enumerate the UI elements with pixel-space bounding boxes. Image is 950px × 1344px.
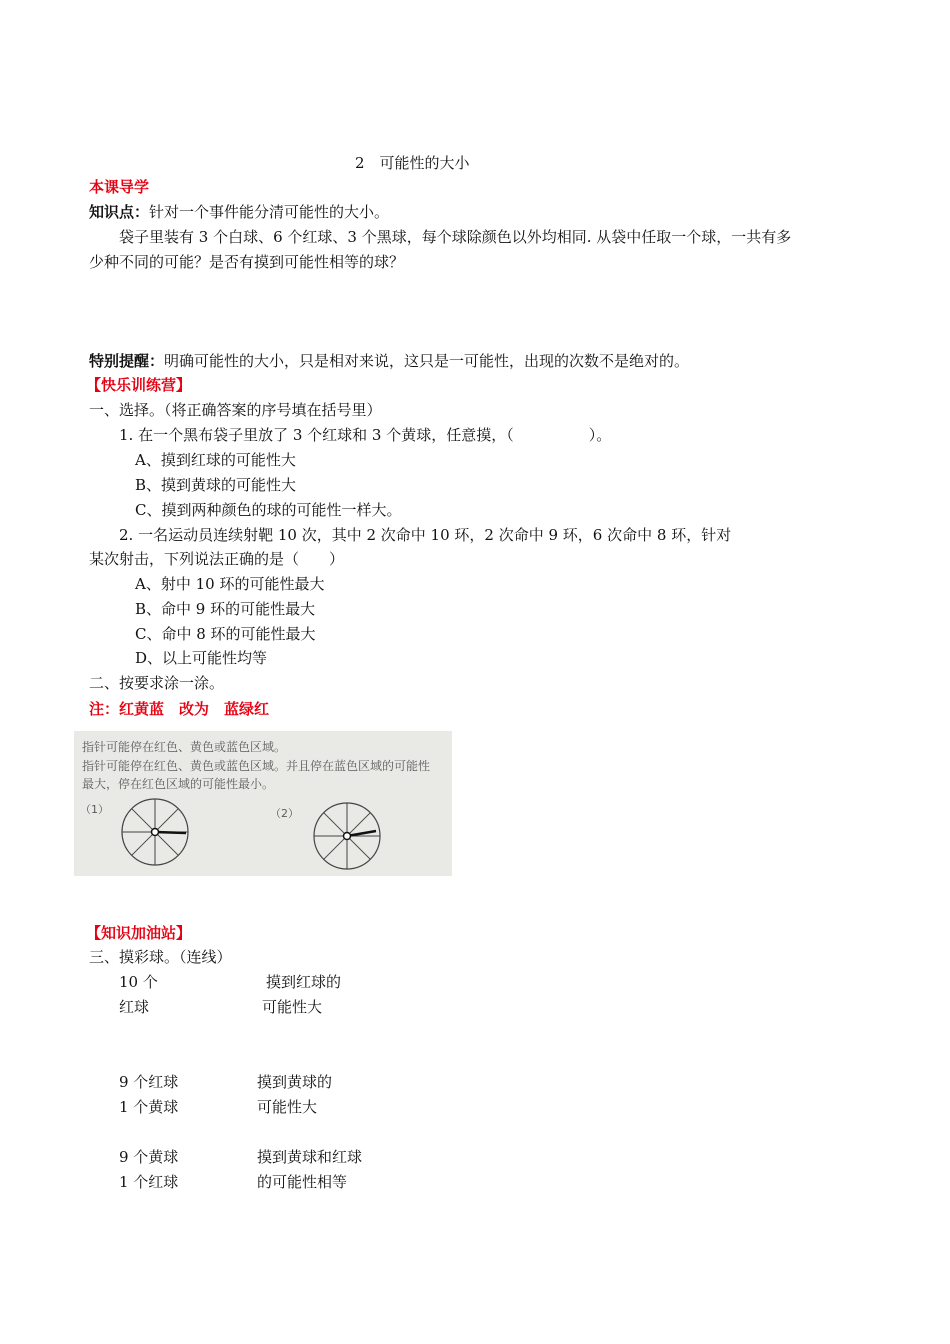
special-reminder [89,350,689,372]
spinner-1-pointer [155,832,186,833]
right-item-2-line-1[interactable]: 摸到黄球的 [257,1073,333,1091]
figure-line-2: 指针可能停在红色、黄色或蓝色区域。并且停在蓝色区域的可能性 [82,759,431,773]
section-lesson-guide: 本课导学 [89,178,150,196]
knowledge-label: 知识点： [89,203,150,221]
section-training-camp: 【快乐训练营】 [86,376,192,394]
reminder-label: 特别提醒： [89,352,165,370]
intro-line-1: 袋子里装有 3 个白球、6 个红球、3 个黑球，每个球除颜色以外均相同. 从袋中任取一个球，一共有多 [119,228,792,246]
part1-title: 一、选择。（将正确答案的序号填在括号里） [89,401,382,419]
part3-title: 三、摸彩球。（连线） [89,948,232,966]
q1-option-a: A、摸到红球的可能性大 [135,451,296,469]
spinner-1[interactable] [120,797,190,867]
figure-label-1: （1） [80,803,109,816]
right-item-3-line-1[interactable]: 摸到黄球和红球 [257,1148,363,1166]
figure-label-2: （2） [270,807,299,820]
q1-option-c: C、摸到两种颜色的球的可能性一样大。 [135,501,402,519]
knowledge-text: 针对一个事件能分清可能性的大小。 [149,203,390,221]
right-item-3-line-2[interactable]: 的可能性相等 [257,1173,348,1191]
knowledge-point [89,201,389,223]
figure-line-3: 最大，停在红色区域的可能性最小。 [82,777,275,791]
question-1: 1. 在一个黑布袋子里放了 3 个红球和 3 个黄球，任意摸，（ ）。 [119,426,612,444]
page-title: 2 可能性的大小 [355,154,470,172]
q2-option-b: B、命中 9 环的可能性最大 [135,600,316,618]
q2-option-a: A、射中 10 环的可能性最大 [135,575,325,593]
color-note: 注：红黄蓝 改为 蓝绿红 [89,700,270,718]
reminder-text: 明确可能性的大小，只是相对来说，这只是一可能性，出现的次数不是绝对的。 [164,352,690,370]
left-item-1-line-2[interactable]: 红球 [119,998,150,1016]
left-item-2-line-1[interactable]: 9 个红球 [119,1073,179,1091]
spinner-2[interactable] [312,801,382,871]
part2-title: 二、按要求涂一涂。 [89,674,225,692]
spinner-1-hub [152,829,159,836]
left-item-3-line-1[interactable]: 9 个黄球 [119,1148,179,1166]
q1-option-b: B、摸到黄球的可能性大 [135,476,297,494]
spinner-figure [74,731,452,876]
right-item-2-line-2[interactable]: 可能性大 [257,1098,318,1116]
left-item-2-line-2[interactable]: 1 个黄球 [119,1098,179,1116]
q2-option-c: C、命中 8 环的可能性最大 [135,625,316,643]
question-2-line-2: 某次射击，下列说法正确的是（ ） [89,550,345,568]
q2-option-d: D、以上可能性均等 [135,649,268,667]
figure-line-1: 指针可能停在红色、黄色或蓝色区域。 [82,740,287,754]
right-item-1-line-2[interactable]: 可能性大 [262,998,323,1016]
left-item-3-line-2[interactable]: 1 个红球 [119,1173,179,1191]
right-item-1-line-1[interactable]: 摸到红球的 [266,973,342,991]
spinner-2-hub [344,833,351,840]
intro-line-2: 少种不同的可能？是否有摸到可能性相等的球？ [89,253,405,271]
section-knowledge-boost: 【知识加油站】 [86,924,192,942]
left-item-1-line-1[interactable]: 10 个 [119,973,158,991]
question-2-line-1: 2. 一名运动员连续射靶 10 次，其中 2 次命中 10 环，2 次命中 9 环，6 次命中 8 环，针对 [119,526,732,544]
